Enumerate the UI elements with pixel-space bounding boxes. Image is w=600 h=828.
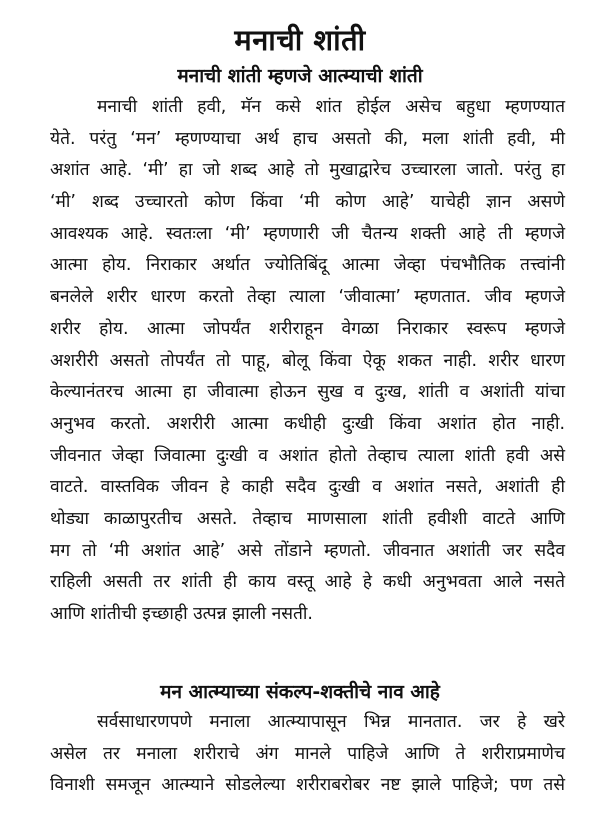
text-line: अशरीरी असतो तोपर्यंत तो पाहू, बोलू किंवा ऐकू शकत नाही. शरीर धारण (50, 350, 565, 371)
text-line: आत्मा होय. निराकार अर्थात ज्योतिबिंदू आत्मा जेव्हा पंचभौतिक तत्त्वांनी (50, 255, 565, 276)
text-line: मनाची शांती हवी, मॅन कसे शांत होईल असेच बहुधा म्हणण्यात (97, 97, 565, 117)
page-title: मनाची शांती (234, 23, 366, 57)
text-line: बनलेले शरीर धारण करतो तेव्हा त्याला ‘जीवात्मा’ म्हणतात. जीव म्हणजे (50, 287, 565, 308)
paragraph-1 (50, 92, 565, 631)
text-line: ‘मी’ शब्द उच्चारतो कोण किंवा ‘मी कोण आहे’ याचेही ज्ञान असणे (50, 192, 565, 213)
text-line: सर्वसाधारणपणे मनाला आत्म्यापासून भिन्न मानतात. जर हे खरे (97, 712, 565, 732)
text-line: राहिली असती तर शांती ही काय वस्तू आहे हे कधी अनुभवता आले नसते (50, 572, 565, 593)
text-line: विनाशी समजून आत्म्याने सोडलेल्या शरीराबरोबर नष्ट झाले पाहिजे; पण तसे (50, 775, 565, 796)
text-line: शरीर होय. आत्मा जोपर्यंत शरीराहून वेगळा निराकार स्वरूप म्हणजे (50, 318, 565, 339)
text-line: आवश्यक आहे. स्वतःला ‘मी’ म्हणणारी जी चैतन्य शक्ती आहे ती म्हणजे (50, 223, 565, 244)
text-line: केल्यानंतरच आत्मा हा जीवात्मा होऊन सुख व दुःख, शांती व अशांती यांचा (50, 382, 565, 403)
text-line: येते. परंतु ‘मन’ म्हणण्याचा अर्थ हाच असतो की, मला शांती हवी, मी (50, 128, 565, 149)
text-line: जीवनात जेव्हा जिवात्मा दुःखी व अशांत होतो तेव्हाच त्याला शांती हवी असे (50, 445, 565, 466)
text-line: अशांत आहे. ‘मी’ हा जो शब्द आहे तो मुखाद्वारेच उच्चारला जातो. परंतु हा (50, 160, 565, 181)
text-line: मग तो ‘मी अशांत आहे’ असे तोंडाने म्हणतो. जीवनात अशांती जर सदैव (50, 540, 565, 561)
section-heading-1: मनाची शांती म्हणजे आत्म्याची शांती (177, 65, 423, 87)
paragraph-2 (50, 707, 565, 802)
text-line: असेल तर मनाला शरीराचे अंग मानले पाहिजे आणि ते शरीराप्रमाणेच (50, 743, 565, 764)
text-line: थोड्या काळापुरतीच असते. तेव्हाच माणसाला शांती हवीशी वाटते आणि (50, 508, 565, 529)
text-line: अनुभव करतो. अशरीरी आत्मा कधीही दुःखी किंवा अशांत होत नाही. (50, 413, 565, 434)
text-line: वाटते. वास्तविक जीवन हे काही सदैव दुःखी व अशांत नसते, अशांती ही (50, 477, 565, 498)
section-heading-2: मन आत्म्याच्या संकल्प-शक्तीचे नाव आहे (160, 681, 440, 703)
text-line: आणि शांतीची इच्छाही उत्पन्न झाली नसती. (50, 604, 313, 624)
